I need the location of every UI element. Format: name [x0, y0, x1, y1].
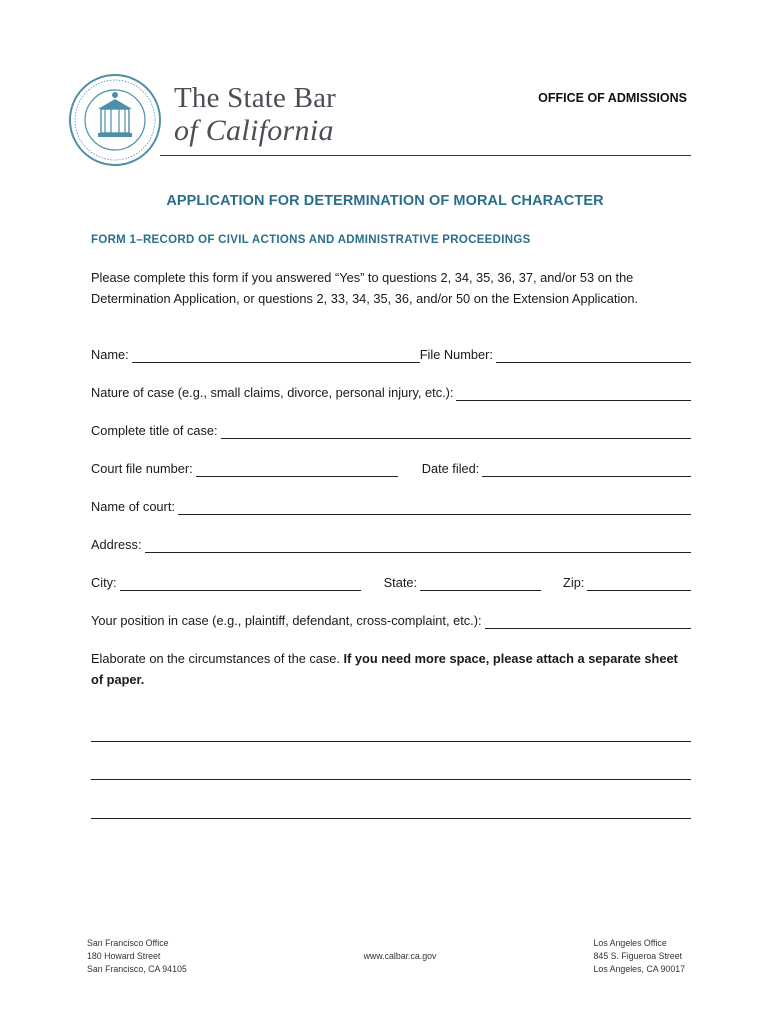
state-bar-seal-icon: [68, 73, 162, 167]
footer-la-city: Los Angeles, CA 90017: [593, 964, 685, 974]
office-label: OFFICE OF ADMISSIONS: [538, 91, 687, 105]
zip-field[interactable]: [587, 577, 691, 591]
position-row: [91, 609, 691, 629]
title-row: [91, 419, 691, 439]
footer-website-link[interactable]: www.calbar.ca.gov: [363, 951, 437, 961]
elaborate-instructions: [91, 648, 691, 690]
case-title-label: Complete title of case:: [91, 423, 218, 438]
footer-sf-city: San Francisco, CA 94105: [87, 964, 187, 974]
header-divider: [160, 155, 691, 156]
court-file-row: [91, 457, 691, 477]
date-filed-field[interactable]: [482, 463, 691, 477]
form-title: FORM 1–RECORD OF CIVIL ACTIONS AND ADMINISTRATIVE PROCEEDINGS: [91, 234, 531, 246]
court-name-label: Name of court:: [91, 499, 175, 514]
zip-label: Zip:: [563, 575, 585, 590]
file-number-field[interactable]: [496, 349, 691, 363]
court-file-number-label: Court file number:: [91, 461, 193, 476]
footer-la-office: [594, 937, 685, 976]
city-label: City:: [91, 575, 117, 590]
position-field[interactable]: [485, 615, 691, 629]
court-name-field[interactable]: [178, 501, 691, 515]
answer-line-2[interactable]: [91, 779, 691, 780]
footer-sf-street: 180 Howard Street: [87, 951, 161, 961]
address-label: Address:: [91, 537, 142, 552]
address-row: [91, 533, 691, 553]
footer-sf-name: San Francisco Office: [87, 938, 169, 948]
elaborate-text: Elaborate on the circumstances of the case.: [91, 651, 340, 666]
city-row: [91, 571, 691, 591]
answer-line-3[interactable]: [91, 818, 691, 819]
brand-wordmark: [174, 82, 336, 148]
court-name-row: [91, 495, 691, 515]
city-field[interactable]: [120, 577, 361, 591]
nature-row: [91, 381, 691, 401]
footer-la-street: 845 S. Figueroa Street: [593, 951, 683, 961]
intro-paragraph: Please complete this form if you answered “Yes” to questions 2, 34, 35, 36, 37, and/or 53 on the Determination Application, or questions 2, 33, 34, 35, 36, and/or 50 on the Extension Application.: [91, 270, 639, 306]
brand-line-2: of California: [174, 114, 334, 147]
court-file-number-field[interactable]: [196, 463, 398, 477]
name-row: [91, 343, 691, 363]
nature-of-case-field[interactable]: [456, 387, 691, 401]
position-label: Your position in case (e.g., plaintiff, defendant, cross-complaint, etc.):: [91, 613, 482, 628]
application-title: APPLICATION FOR DETERMINATION OF MORAL CHARACTER: [166, 193, 604, 209]
elaborate-bold-note: If you need more space, please attach a separate sheet of paper.: [91, 651, 678, 687]
name-field[interactable]: [132, 349, 420, 363]
footer-la-name: Los Angeles Office: [593, 938, 667, 948]
date-filed-label: Date filed:: [421, 461, 480, 476]
answer-line-1[interactable]: [91, 741, 691, 742]
file-number-label: File Number:: [419, 347, 493, 362]
state-label: State:: [383, 575, 418, 590]
state-field[interactable]: [420, 577, 541, 591]
name-label: Name:: [91, 347, 129, 362]
case-title-field[interactable]: [221, 425, 691, 439]
nature-of-case-label: Nature of case (e.g., small claims, divorce, personal injury, etc.):: [91, 385, 454, 400]
brand-line-1: The State Bar: [174, 82, 337, 114]
address-field[interactable]: [145, 539, 691, 553]
